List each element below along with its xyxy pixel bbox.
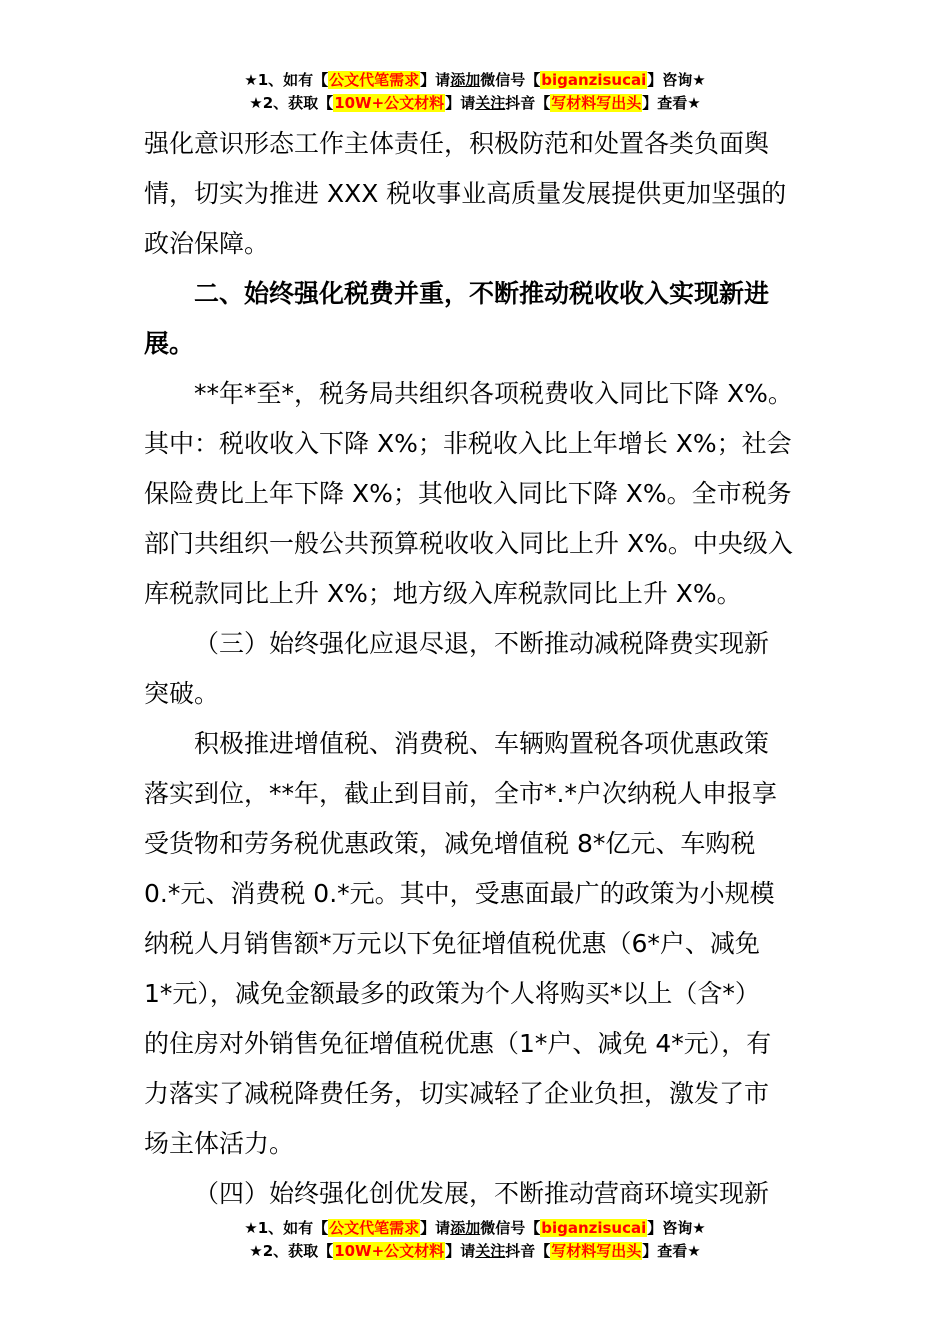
text-line: **年*至*，税务局共组织各项税费收入同比下降 X%。 <box>194 379 793 408</box>
banner-text: 】查看★ <box>642 1242 701 1260</box>
banner-text: 微信号【 <box>480 71 541 89</box>
heading-line: 二、始终强化税费并重，不断推动税收收入实现新进 <box>194 279 770 308</box>
text-line: 其中：税收收入下降 X%；非税收入比上年增长 X%；社会 <box>144 429 792 458</box>
banner-text: 】查看★ <box>642 94 701 112</box>
banner-line-2 <box>0 1240 950 1263</box>
text-line: 的住房对外销售免征增值税优惠（1*户、减免 4*元），有 <box>144 1029 772 1058</box>
footer-banner <box>0 1217 950 1263</box>
banner-underlined: 关注 <box>475 94 506 112</box>
text-line: 0.*元、消费税 0.*元。其中，受惠面最广的政策为小规模 <box>144 879 775 908</box>
text-line: 保险费比上年下降 X%；其他收入同比下降 X%。全市税务 <box>144 479 792 508</box>
heading-line: （四）始终强化创优发展，不断推动营商环境实现新 <box>194 1179 770 1208</box>
heading-line: 突破。 <box>144 679 220 708</box>
banner-text: 】请 <box>445 94 476 112</box>
heading-line: （三）始终强化应退尽退，不断推动减税降费实现新 <box>194 629 770 658</box>
banner-text: 抖音【 <box>505 94 551 112</box>
banner-text: 】请 <box>445 1242 476 1260</box>
text-line: 政治保障。 <box>144 229 270 258</box>
banner-highlight: 10W+公文材料 <box>334 1242 445 1260</box>
text-line: 力落实了减税降费任务，切实减轻了企业负担，激发了市 <box>144 1079 770 1108</box>
paragraph-1 <box>144 119 808 269</box>
banner-text: 】咨询★ <box>647 71 706 89</box>
banner-text: 】咨询★ <box>647 1219 706 1237</box>
banner-text: 微信号【 <box>480 1219 541 1237</box>
paragraph-3 <box>144 719 808 1169</box>
text-line: 纳税人月销售额*万元以下免征增值税优惠（6*户、减免 <box>144 929 760 958</box>
text-line: 场主体活力。 <box>144 1129 295 1158</box>
paragraph-2 <box>144 369 808 619</box>
text-line: 1*元），减免金额最多的政策为个人将购买*以上（含*） <box>144 979 760 1008</box>
document-body <box>144 119 808 1219</box>
banner-text: ★1、如有【 <box>244 1219 329 1237</box>
banner-line-1 <box>0 69 950 92</box>
text-line: 情，切实为推进 XXX 税收事业高质量发展提供更加坚强的 <box>144 179 787 208</box>
banner-line-1 <box>0 1217 950 1240</box>
banner-text: 抖音【 <box>505 1242 551 1260</box>
section-heading-2 <box>144 269 808 369</box>
text-line: 受货物和劳务税优惠政策，减免增值税 8*亿元、车购税 <box>144 829 756 858</box>
banner-highlight: biganzisucai <box>541 71 647 89</box>
banner-highlight: 10W+公文材料 <box>334 94 445 112</box>
banner-highlight: 写材料写出头 <box>551 94 642 112</box>
banner-highlight: 写材料写出头 <box>551 1242 642 1260</box>
banner-underlined: 添加 <box>450 1219 481 1237</box>
banner-text: ★2、获取【 <box>249 94 334 112</box>
heading-line: 展。 <box>144 329 195 358</box>
banner-line-2 <box>0 92 950 115</box>
banner-text: ★2、获取【 <box>249 1242 334 1260</box>
text-line: 部门共组织一般公共预算税收收入同比上升 X%。中央级入 <box>144 529 793 558</box>
banner-highlight: biganzisucai <box>541 1219 647 1237</box>
section-heading-4 <box>144 1169 808 1219</box>
text-line: 积极推进增值税、消费税、车辆购置税各项优惠政策 <box>194 729 770 758</box>
banner-text: 】请 <box>420 71 451 89</box>
banner-highlight: 公文代笔需求 <box>329 1219 420 1237</box>
banner-underlined: 关注 <box>475 1242 506 1260</box>
banner-underlined: 添加 <box>450 71 481 89</box>
banner-text: 】请 <box>420 1219 451 1237</box>
banner-highlight: 公文代笔需求 <box>329 71 420 89</box>
banner-text: ★1、如有【 <box>244 71 329 89</box>
section-heading-3 <box>144 619 808 719</box>
text-line: 强化意识形态工作主体责任，积极防范和处置各类负面舆 <box>144 129 770 158</box>
text-line: 库税款同比上升 X%；地方级入库税款同比上升 X%。 <box>144 579 742 608</box>
text-line: 落实到位，**年，截止到目前，全市*.*户次纳税人申报享 <box>144 779 777 808</box>
header-banner <box>0 69 950 115</box>
